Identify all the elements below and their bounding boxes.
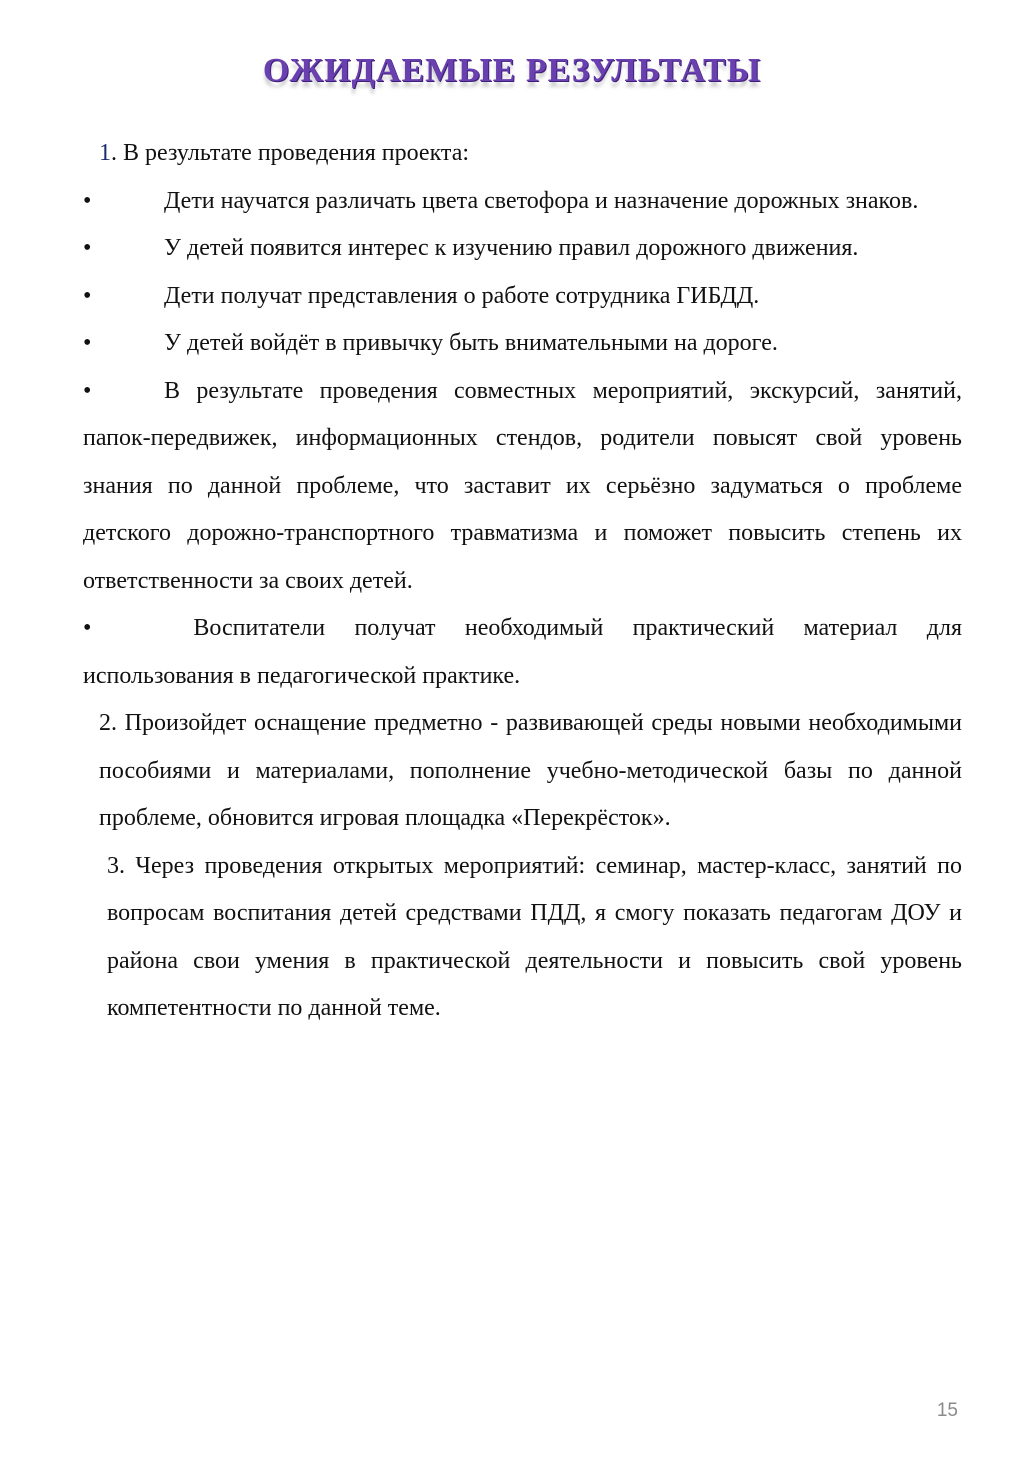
item-1-heading [83,130,962,178]
bullet-item [83,178,962,226]
bullet-icon: • [83,282,92,309]
bullet-item [83,605,962,700]
bullet-text: Воспитатели получат необходимый практический материал для использования в педагогической практике. [83,615,962,689]
bullet-text: Дети получат представления о работе сотрудника ГИБДД. [164,282,760,309]
bullet-item [83,225,962,273]
item-1-number: 1 [99,140,111,166]
bullet-icon: • [83,187,92,214]
bullet-icon: • [83,330,92,356]
item-1-text: . В результате проведения проекта: [111,140,470,166]
bullet-icon: • [83,235,92,261]
page-number: 15 [936,1400,958,1421]
bullet-text: В результате проведения совместных мероприятий, экскурсий, занятий, папок-передвижек, информационных стендов, родители повысят свой уровень знания по данной проблеме, что заставит их серьёзно задуматься о проблеме детского дорожно-транспортного травматизма и поможет повысить степень их ответственности за своих детей. [83,377,962,594]
item-2-paragraph: 2. Произойдет оснащение предметно - развивающей среды новыми необходимыми пособиями и материалами, пополнение учебно-методической базы по данной проблеме, обновится игровая площадка «Перекрёсток». [99,710,962,831]
item-3-paragraph: 3. Через проведения открытых мероприятий: семинар, мастер-класс, занятий по вопросам воспитания детей средствами ПДД, я смогу показать педагогам ДОУ и района свои умения в практической деятельности и повысить свой уровень компетентности по данной теме. [107,852,962,1021]
bullet-item [83,368,962,606]
bullet-text: Дети научатся различать цвета светофора и назначение дорожных знаков. [164,187,919,214]
bullet-text: У детей войдёт в привычку быть внимательными на дороге. [164,330,778,356]
bullet-icon: • [83,615,92,641]
bullet-item [83,320,962,368]
page-title: ОЖИДАЕМЫЕ РЕЗУЛЬТАТЫ [262,52,762,89]
bullet-item [83,273,962,321]
bullet-icon: • [83,377,92,404]
bullet-text: У детей появится интерес к изучению правил дорожного движения. [164,235,859,261]
document-body [83,130,962,1033]
